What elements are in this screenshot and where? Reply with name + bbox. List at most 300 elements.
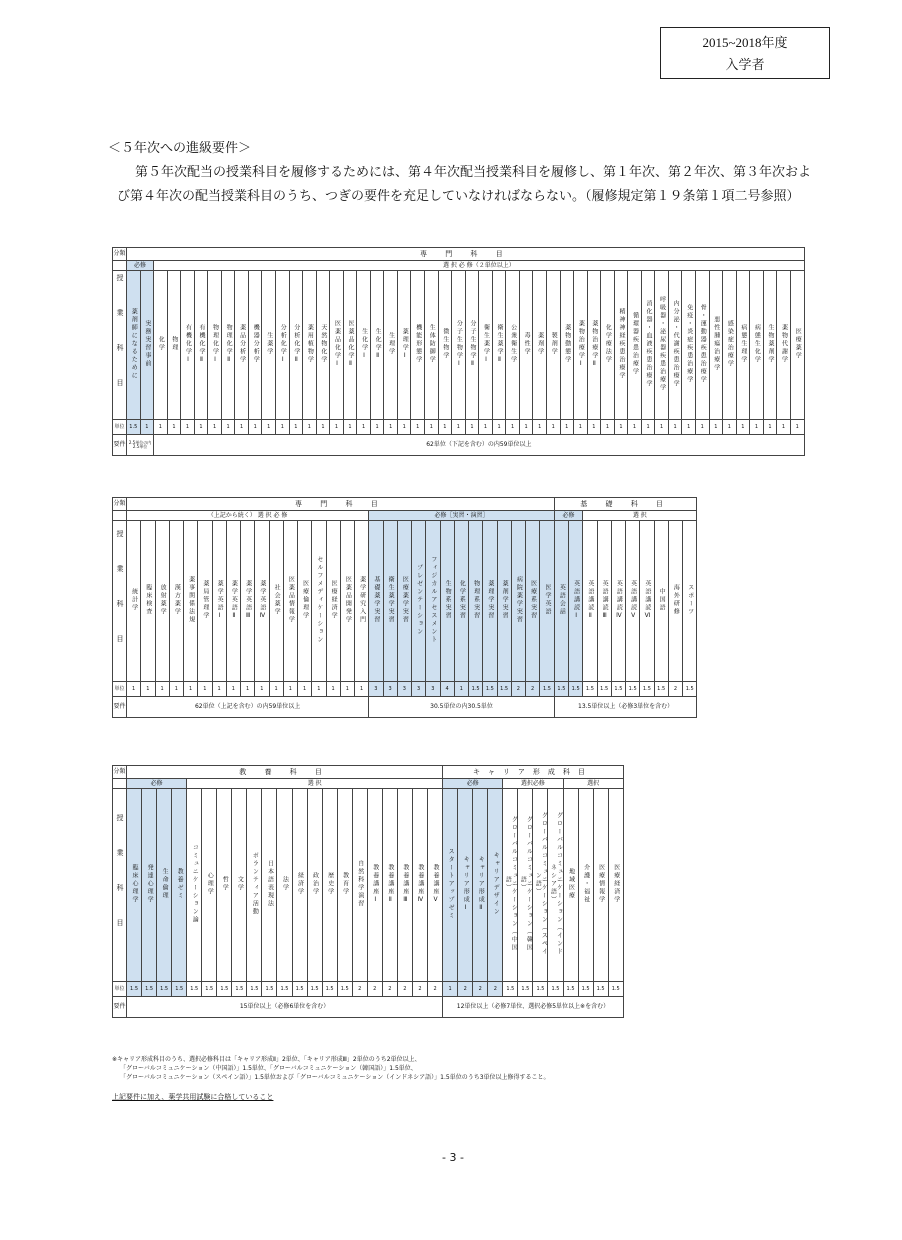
course-credit: 1.5	[247, 982, 262, 997]
course-name	[298, 521, 312, 682]
course-credit: 1.5	[554, 682, 568, 697]
course-credit: 1.5	[578, 982, 593, 997]
tani-label: 単位	[113, 982, 127, 997]
course-credit: 1.5	[127, 982, 142, 997]
course-credit: 1	[269, 682, 283, 697]
jugyo-label: 授業科目	[116, 814, 124, 954]
course-credit: 1	[655, 420, 669, 435]
course-credit: 1	[184, 682, 198, 697]
course-label: 薬学英語Ⅲ	[244, 579, 252, 621]
course-credit: 1	[438, 420, 452, 435]
course-credit: 1	[452, 420, 466, 435]
course-name	[383, 521, 397, 682]
course-name	[412, 521, 426, 682]
course-credit: 1	[454, 682, 468, 697]
course-label: 物理系実習	[472, 580, 480, 620]
course-label: グローバルコミュニケーション（インドネシア語）	[549, 812, 563, 956]
course-name	[303, 271, 317, 420]
course-credit: 2	[367, 982, 382, 997]
course-label: グローバルコミュニケーション（韓国語）	[519, 816, 533, 952]
course-name	[241, 521, 255, 682]
req-kiso: 13.5単位以上（必修3単位を含む）	[554, 697, 697, 718]
course-credit: 1.5	[307, 982, 322, 997]
course-name	[255, 521, 269, 682]
course-name	[235, 271, 249, 420]
course-label: 薬理学実習	[486, 580, 494, 620]
course-name	[583, 521, 597, 682]
course-label: 臨床検査	[144, 584, 152, 616]
group-senmon: 専 門 科 目	[127, 248, 805, 261]
course-name	[289, 271, 303, 420]
course-label: 免疫・炎症疾患治療学	[685, 304, 693, 384]
note-line-1: ※キャリア形成科目のうち、選択必修科目は「キャリア形成Ⅱ」2単位、「キャリア形成Ⅲ」2単位のうち2単位以上、	[112, 1056, 421, 1063]
course-credit: 1.5	[593, 982, 608, 997]
course-label: 公衆衛生学	[509, 324, 517, 364]
course-name	[140, 271, 154, 420]
course-name	[208, 271, 222, 420]
course-name	[157, 789, 172, 982]
course-credit: 1	[316, 420, 330, 435]
course-label: 医療薬学実習	[401, 576, 409, 624]
course-label: 自然科学演習	[356, 860, 364, 908]
sub-hissu: 必修	[127, 779, 187, 789]
course-credit: 2	[382, 982, 397, 997]
course-name	[357, 271, 371, 420]
course-label: 分子生物学Ⅰ	[455, 319, 463, 369]
course-label: 医学英語	[544, 584, 552, 616]
yoken-label: 要件	[113, 435, 127, 456]
entrants-label: 入学者	[725, 57, 765, 72]
course-label: 薬物治療学Ⅱ	[590, 319, 598, 369]
course-label: 薬物動態学	[563, 324, 571, 364]
course-label: 教養講座Ⅲ	[401, 863, 409, 905]
course-credit: 1.5	[469, 682, 483, 697]
course-credit: 2	[397, 982, 412, 997]
course-credit: 1	[312, 682, 326, 697]
course-credit: 3	[397, 682, 411, 697]
note-line-3: 「グローバルコミュニケーション（スペイン語）」1.5単位および「グローバルコミュニケーション（インドネシア語）」1.5単位のうち3単位以上修得すること。	[120, 1074, 550, 1081]
course-label: 病態生理学	[739, 324, 747, 364]
course-credit: 1.5	[640, 682, 654, 697]
course-name	[369, 521, 383, 682]
course-name	[438, 271, 452, 420]
course-label: 海外研修	[672, 584, 680, 616]
course-credit: 1.5	[583, 682, 597, 697]
course-label: 薬学英語Ⅰ	[216, 579, 224, 621]
course-label: 薬局管理学	[201, 580, 209, 620]
course-credit: 1.5	[262, 982, 277, 997]
course-credit: 3	[426, 682, 440, 697]
course-label: 呼吸器・泌尿器疾患治療学	[658, 296, 666, 392]
course-name	[569, 521, 583, 682]
course-credit: 1	[127, 682, 141, 697]
course-credit: 1.5	[217, 982, 232, 997]
course-name	[154, 271, 168, 420]
course-credit: 1	[384, 420, 398, 435]
course-name	[736, 271, 750, 420]
course-credit: 1.5	[597, 682, 611, 697]
course-name	[184, 521, 198, 682]
req-career: 12単位以上（必修7単位、選択必修5単位以上※を含む）	[443, 997, 624, 1018]
course-name	[370, 271, 384, 420]
table-1	[112, 247, 805, 456]
course-label: 物理	[170, 336, 178, 352]
course-label: 毒性学	[523, 332, 531, 356]
course-label: 悪性腫瘍治療学	[712, 316, 720, 372]
course-label: 薬物代謝学	[780, 324, 788, 364]
course-credit: 1	[169, 682, 183, 697]
course-name	[473, 789, 488, 982]
course-name	[232, 789, 247, 982]
course-credit: 2	[473, 982, 488, 997]
course-label: 経済学	[296, 872, 304, 896]
course-label: 日本語表現法	[266, 860, 274, 908]
course-credit: 1.5	[142, 982, 157, 997]
course-credit: 1	[262, 420, 276, 435]
sub-kiso-sentaku: 選 択	[583, 511, 697, 521]
course-label: 薬剤師になるために	[130, 308, 138, 380]
course-name	[479, 271, 493, 420]
course-name	[248, 271, 262, 420]
course-name	[167, 271, 181, 420]
course-name	[367, 789, 382, 982]
course-label: 分子生物学Ⅱ	[468, 319, 476, 369]
course-credit: 1	[723, 420, 737, 435]
course-name	[172, 789, 187, 982]
course-name	[212, 521, 226, 682]
course-label: 心理学	[206, 872, 214, 896]
course-credit: 1.5	[337, 982, 352, 997]
course-name	[283, 521, 297, 682]
course-credit: 3	[412, 682, 426, 697]
course-name	[340, 521, 354, 682]
course-label: 教養講座Ⅴ	[432, 863, 440, 905]
course-name	[626, 521, 640, 682]
course-label: 政治学	[311, 872, 319, 896]
course-credit: 1.5	[683, 682, 697, 697]
course-name	[578, 789, 593, 982]
course-name	[355, 521, 369, 682]
course-credit: 1	[763, 420, 777, 435]
course-label: 物理化学Ⅰ	[211, 323, 219, 365]
course-credit: 1	[357, 420, 371, 435]
course-label: 生体防御学	[428, 324, 436, 364]
tani-label: 単位	[113, 682, 127, 697]
course-label: 薬用植物学	[306, 324, 314, 364]
course-name	[127, 271, 141, 420]
course-label: 衛生薬学Ⅰ	[482, 323, 490, 365]
course-label: 医療経済学	[330, 580, 338, 620]
course-label: 教養講座Ⅱ	[386, 863, 394, 905]
course-credit: 1	[298, 682, 312, 697]
course-label: セルフメディケーション	[315, 556, 323, 644]
course-credit: 1	[343, 420, 357, 435]
course-name	[425, 271, 439, 420]
course-label: 英語講読Ⅱ	[586, 579, 594, 621]
course-name	[640, 521, 654, 682]
course-label: 基礎薬学実習	[372, 576, 380, 624]
table-2	[112, 497, 697, 718]
course-credit: 1.5	[277, 982, 292, 997]
course-name	[194, 271, 208, 420]
sub-sentaku-hissu: （上記から続く） 選 択 必 修	[127, 511, 369, 521]
course-label: 物理化学Ⅱ	[225, 323, 233, 365]
course-label: 英語講読Ⅳ	[615, 579, 623, 621]
course-label: 天然物化学	[319, 324, 327, 364]
course-label: 薬学英語Ⅱ	[230, 579, 238, 621]
course-credit: 1.5	[483, 682, 497, 697]
course-name	[440, 521, 454, 682]
footer-note: 上記要件に加え、薬学共用試験に合格していること	[112, 1093, 274, 1101]
course-name	[454, 521, 468, 682]
course-credit: 1	[574, 420, 588, 435]
course-credit: 1	[326, 682, 340, 697]
course-label: 微生物学	[441, 328, 449, 360]
course-label: 消化器・血液疾患治療学	[645, 300, 653, 388]
course-label: 発達心理学	[146, 864, 154, 904]
course-credit: 2	[526, 682, 540, 697]
course-name	[546, 271, 560, 420]
course-name	[533, 271, 547, 420]
course-name	[262, 271, 276, 420]
course-label: フィジカルアセスメント	[429, 556, 437, 644]
course-name	[262, 789, 277, 982]
course-name	[593, 789, 608, 982]
course-credit: 1	[154, 420, 168, 435]
course-label: 教育学	[341, 872, 349, 896]
course-name	[412, 789, 427, 982]
course-credit: 1.5	[322, 982, 337, 997]
course-name	[554, 521, 568, 682]
course-name	[533, 789, 548, 982]
course-credit: 2	[511, 682, 525, 697]
course-label: コミュニケーション論	[191, 844, 199, 924]
year-range: 2015~2018年度	[702, 35, 788, 50]
course-credit: 1	[330, 420, 344, 435]
course-name	[483, 521, 497, 682]
course-credit: 1	[181, 420, 195, 435]
course-label: キャリア形成Ⅰ	[462, 855, 470, 913]
course-label: 歴史学	[326, 872, 334, 896]
course-credit: 1.5	[548, 982, 563, 997]
course-label: 介護・福祉	[582, 864, 590, 904]
course-credit: 1	[303, 420, 317, 435]
course-name	[127, 789, 142, 982]
course-label: 医薬品情報学	[287, 576, 295, 624]
course-credit: 1	[289, 420, 303, 435]
course-credit: 1.5	[172, 982, 187, 997]
course-credit: 1	[208, 420, 222, 435]
course-name	[683, 521, 697, 682]
course-name	[142, 789, 157, 982]
year-box	[660, 27, 830, 79]
course-name	[469, 521, 483, 682]
course-credit: 1.5	[611, 682, 625, 697]
course-credit: 1	[641, 420, 655, 435]
intro-paragraph: 第５年次配当の授業科目を履修するためには、第４年次配当授業科目を履修し、第１年次、第２年次、第３年次および第４年次の配当授業科目のうち、つぎの要件を充足していなければならない。（履修規定第１９条第１項二号参照）	[117, 165, 812, 204]
course-name	[503, 789, 518, 982]
course-credit: 1	[736, 420, 750, 435]
course-name	[452, 271, 466, 420]
course-label: 医療経済学	[612, 864, 620, 904]
yoken-label: 要件	[113, 997, 127, 1018]
course-credit: 1	[212, 682, 226, 697]
course-name	[337, 789, 352, 982]
course-credit: 1	[546, 420, 560, 435]
course-name	[127, 521, 141, 682]
course-label: 実務実習事前	[143, 320, 151, 368]
course-name	[655, 271, 669, 420]
course-name	[492, 271, 506, 420]
course-name	[458, 789, 473, 982]
course-name	[181, 271, 195, 420]
course-name	[397, 521, 411, 682]
course-label: 医薬品開発学	[344, 576, 352, 624]
course-label: キャリア形成Ⅱ	[477, 855, 485, 913]
course-name	[155, 521, 169, 682]
course-label: 生化学Ⅱ	[374, 327, 382, 361]
sub-c-sentaku: 選択	[563, 779, 623, 789]
course-credit: 1.5	[608, 982, 623, 997]
course-credit: 1	[709, 420, 723, 435]
course-label: 薬剤学	[536, 332, 544, 356]
course-label: キャリアデザイン	[492, 852, 500, 916]
course-name	[217, 789, 232, 982]
course-label: ボランティア活動	[251, 852, 259, 916]
course-label: プレゼンテーション	[415, 564, 423, 636]
course-credit: 1.5	[540, 682, 555, 697]
course-name	[777, 271, 791, 420]
course-label: 機器分析学	[252, 324, 260, 364]
course-name	[540, 521, 555, 682]
section-title: ＜５年次への進級要件＞	[108, 141, 252, 156]
sub-jisshu: 必修［実習・演習］	[369, 511, 555, 521]
course-name	[382, 789, 397, 982]
course-name	[628, 271, 642, 420]
course-credit: 1	[283, 682, 297, 697]
course-name	[563, 789, 578, 982]
course-credit: 1.5	[202, 982, 217, 997]
course-name	[202, 789, 217, 982]
course-credit: 1.5	[292, 982, 307, 997]
course-label: 生物薬剤学	[766, 324, 774, 364]
course-credit: 1	[533, 420, 547, 435]
course-credit: 1.5	[232, 982, 247, 997]
req-senmon: 62単位（上記を含む）の内59単位以上	[127, 697, 369, 718]
course-label: 教養ゼミ	[176, 868, 184, 900]
course-label: 分析化学Ⅰ	[279, 323, 287, 365]
course-credit: 1.5	[503, 982, 518, 997]
course-credit: 1	[519, 420, 533, 435]
course-name	[519, 271, 533, 420]
course-label: 英語講読Ⅲ	[601, 579, 609, 621]
jugyo-label: 授業科目	[116, 274, 124, 414]
yoken-label: 要件	[113, 697, 127, 718]
course-credit: 1	[255, 682, 269, 697]
course-name	[709, 271, 723, 420]
course-name	[641, 271, 655, 420]
course-label: 薬学英語Ⅳ	[258, 579, 266, 621]
course-credit: 1	[397, 420, 411, 435]
course-credit: 1	[194, 420, 208, 435]
sub-hissu: 必修	[127, 261, 154, 271]
course-credit: 2	[488, 982, 503, 997]
course-label: 地域医療	[567, 868, 575, 900]
course-label: 生化学Ⅰ	[360, 327, 368, 361]
course-label: 統計学	[130, 588, 138, 612]
course-credit: 1.5	[626, 682, 640, 697]
course-label: 教養講座Ⅰ	[371, 863, 379, 905]
course-name	[488, 789, 503, 982]
course-name	[352, 789, 367, 982]
course-label: グローバルコミュニケーション（中国語）	[504, 816, 518, 952]
course-label: 衛生薬学Ⅱ	[496, 323, 504, 365]
course-name	[597, 521, 611, 682]
course-credit: 1	[226, 682, 240, 697]
course-credit: 3	[383, 682, 397, 697]
course-label: 医薬品化学Ⅱ	[347, 319, 355, 369]
course-label: 薬理学Ⅰ	[401, 327, 409, 361]
course-label: グローバルコミュニケーション（スペイン語）	[534, 812, 548, 956]
req-kyoyo: 15単位以上（必修6単位を含む）	[127, 997, 443, 1018]
jugyo-label: 授業科目	[116, 530, 124, 670]
course-name	[292, 789, 307, 982]
course-name	[608, 789, 623, 982]
group-kyoyo: 教 養 科 目	[127, 766, 443, 779]
course-name	[723, 271, 737, 420]
bunrui-label: 分類	[113, 498, 127, 511]
course-label: 医療情報学	[597, 864, 605, 904]
course-credit: 1	[479, 420, 493, 435]
course-label: 薬物治療学Ⅰ	[577, 319, 585, 369]
course-label: 生命倫理	[161, 868, 169, 900]
course-name	[763, 271, 777, 420]
course-name	[574, 271, 588, 420]
course-credit: 2	[458, 982, 473, 997]
course-label: 生理学	[387, 332, 395, 356]
course-credit: 1.5	[187, 982, 202, 997]
course-label: 英語講読Ⅵ	[643, 579, 651, 621]
course-label: 感染症治療学	[726, 320, 734, 368]
course-credit: 1	[221, 420, 235, 435]
course-label: 文学	[236, 876, 244, 892]
course-credit: 1	[235, 420, 249, 435]
course-label: 放射薬学	[159, 584, 167, 616]
course-label: 漢方薬学	[173, 584, 181, 616]
course-name	[506, 271, 520, 420]
course-credit: 2	[412, 982, 427, 997]
course-label: 化学療法学	[604, 324, 612, 364]
course-credit: 1	[790, 420, 804, 435]
course-credit: 1	[682, 420, 696, 435]
course-name	[614, 271, 628, 420]
course-label: 有機化学Ⅱ	[198, 323, 205, 365]
course-label: 英語会話	[558, 584, 566, 616]
course-name	[169, 521, 183, 682]
course-label: 精神神経疾患治療学	[617, 308, 625, 380]
course-name	[682, 271, 696, 420]
sub-c-sentaku-hissu: 選択必修	[503, 779, 563, 789]
course-credit: 1	[587, 420, 601, 435]
course-credit: 1	[355, 682, 369, 697]
course-name	[411, 271, 425, 420]
sub-kiso-hissu: 必修	[554, 511, 583, 521]
course-label: 機能形態学	[414, 324, 422, 364]
course-name	[427, 789, 442, 982]
course-label: 分析化学Ⅱ	[292, 323, 300, 365]
course-name	[668, 271, 682, 420]
course-credit: 1	[668, 420, 682, 435]
